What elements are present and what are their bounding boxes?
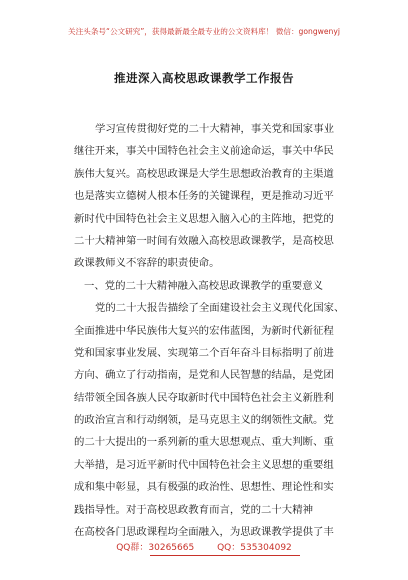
paragraph-line: 成和集中彰显，具有极强的政治性、思想性、理论性和实 <box>74 481 334 494</box>
paragraph-line: 继往开来，事关中国特色社会主义前途命运，事关中华民 <box>74 145 334 158</box>
footer-qq: QQ：535304092 <box>217 543 292 553</box>
paragraph-line: 大举措，是习近平新时代中国特色社会主义思想的重要组 <box>74 458 334 471</box>
section-heading: 一、党的二十大精神融入高校思政课教学的重要意义 <box>84 279 323 292</box>
paragraph-line: 的政治宣言和行动纲领，是马克思主义的纲领性文献。党 <box>74 414 334 427</box>
document-title: 推进深入高校思政课教学工作报告 <box>114 71 294 85</box>
paragraph-line: 族伟大复兴。高校思政课是大学生思想政治教育的主渠道 <box>74 167 334 180</box>
paragraph-line: 学习宣传贯彻好党的二十大精神，事关党和国家事业 <box>95 123 334 135</box>
document-body <box>74 118 358 543</box>
paragraph-line: 党的二十大报告描绘了全面建设社会主义现代化国家、 <box>95 302 345 315</box>
paragraph-line: 在高校各门思政课程均全面融入，为思政课教学提供了丰 <box>74 526 334 539</box>
paragraph-line: 二十大精神第一时间有效融入高校思政课教学，是高校思 <box>74 234 334 247</box>
paragraph-line: 党和国家事业发展、实现第二个百年奋斗目标指明了前进 <box>74 346 334 359</box>
paragraph-line: 也是落实立德树人根本任务的关键课程，更是推动习近平 <box>74 190 334 203</box>
paragraph-line: 新时代中国特色社会主义思想入脑入心的主阵地，把党的 <box>74 212 334 225</box>
paragraph-line: 方向、确立了行动指南，是党和人民智慧的结晶，是党团 <box>74 369 334 382</box>
footer-contact <box>0 540 408 553</box>
paragraph-line: 践指导性。对于高校思政教育而言，党的二十大精神 <box>74 503 313 516</box>
footer-qq-group: QQ群：30265665 <box>116 543 195 553</box>
paragraph-line: 结带领全国各族人民夺取新时代中国特色社会主义新胜利 <box>74 391 334 404</box>
header-note: 关注头条号“公文研究”，获得最新最全最专业的公文资料库！ 微信：gongwenyj <box>68 27 340 36</box>
paragraph-line: 的二十大提出的一系列新的重大思想观点、重大判断、重 <box>74 436 334 449</box>
paragraph-line: 政课教师义不容辞的职责使命。 <box>74 257 220 270</box>
footer-rule <box>150 555 300 556</box>
paragraph-line: 全面推进中华民族伟大复兴的宏伟蓝图，为新时代新征程 <box>74 324 334 337</box>
